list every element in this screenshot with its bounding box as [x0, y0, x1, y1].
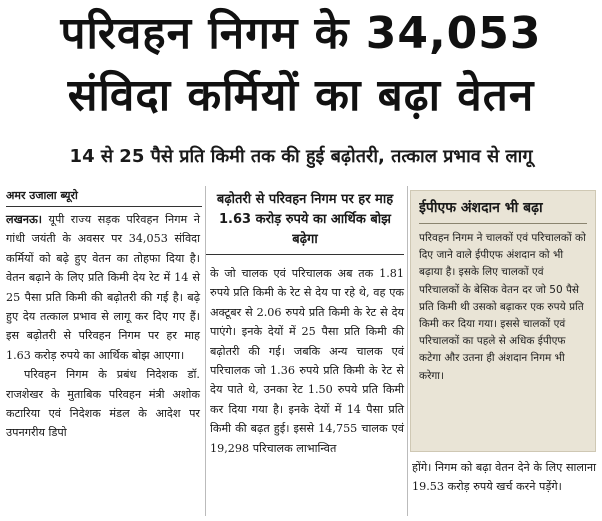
headline-line-1: परिवहन निगम के 34,053 — [60, 8, 542, 59]
article-column-3 — [412, 458, 596, 518]
column-1-paragraph-1 — [6, 210, 200, 365]
column-1-para-1-text: यूपी राज्य सड़क परिवहन निगम ने गांधी जयंती के अवसर पर 34,053 संविदा कर्मियों को बढ़े हुए वेतन का तोहफा दिया है। वेतन बढ़ाने के लिए प्रति किमी देय रेट में 14 से 25 पैसा प्रति किमी की बढ़ोतरी की गई है। बढ़े हुए देय तत्काल प्रभाव से लागू कर दिए गए हैं। इस बढ़ोतरी से परिवहन निगम पर हर माह 1.63 करोड़ रुपये का आर्थिक बोझ आएगा। — [6, 213, 200, 362]
byline: अमर उजाला ब्यूरो — [6, 188, 202, 207]
column-2-text: के जो चालक एवं परिचालक अब तक 1.81 रुपये प्रति किमी के रेट से देय पा रहे थे, वह एक अक्टूबर से 2.06 रुपये प्रति किमी के रेट से देय पाएंगे। इनके देयों में 25 पैसा प्रति किमी की बढ़ोतरी की गई। जबकि अन्य चालक एवं परिचालक जो 1.36 रुपये प्रति किमी के रेट से देय पाते थे, उनका रेट 1.50 रुपये प्रति किमी कर दिया गया है। इनके देयों में 14 पैसा प्रति किमी की बढ़त हुई। इससे 14,755 चालक एवं 19,298 परिचालक लाभान्वित — [210, 267, 404, 455]
column-1-paragraph-2: परिवहन निगम के प्रबंध निदेशक डॉ. राजशेखर के मुताबिक परिवहन मंत्री अशोक कटारिया एवं निदेशक मंडल के आदेश पर उपनगरीय डिपो — [6, 368, 200, 440]
sidebar-title: ईपीएफ अंशदान भी बढ़ा — [419, 197, 587, 224]
column-divider — [407, 186, 408, 516]
epf-sidebar-box — [410, 190, 596, 452]
dateline: लखनऊ। — [6, 212, 42, 226]
article-column-1 — [6, 210, 200, 515]
article-column-2 — [210, 264, 404, 516]
subheadline: 14 से 25 पैसे प्रति किमी तक की हुई बढ़ोतरी, तत्काल प्रभाव से लागू — [69, 146, 533, 167]
column-3-text: होंगे। निगम को बढ़ा वेतन देने के लिए सालाना 19.53 करोड़ रुपये खर्च करने पड़ेंगे। — [412, 461, 596, 493]
sidebar-body: परिवहन निगम ने चालकों एवं परिचालकों को दिए जाने वाले ईपीएफ अंशदान को भी बढ़ाया है। इसके लिए चालकों एवं परिचालकों के बेसिक वेतन दर जो 50 पैसे प्रति किमी थी उसको बढ़ाकर एक रुपये प्रति किमी कर दिया गया। इससे चालकों एवं परिचालकों का पहले से अधिक ईपीएफ कटेगा और उतना ही अंशदान निगम भी करेगा। — [419, 232, 586, 382]
headline-line-2: संविदा कर्मियों का बढ़ा वेतन — [67, 70, 535, 121]
pullquote-heading: बढ़ोतरी से परिवहन निगम पर हर माह 1.63 करोड़ रुपये का आर्थिक बोझ बढ़ेगा — [206, 190, 404, 255]
